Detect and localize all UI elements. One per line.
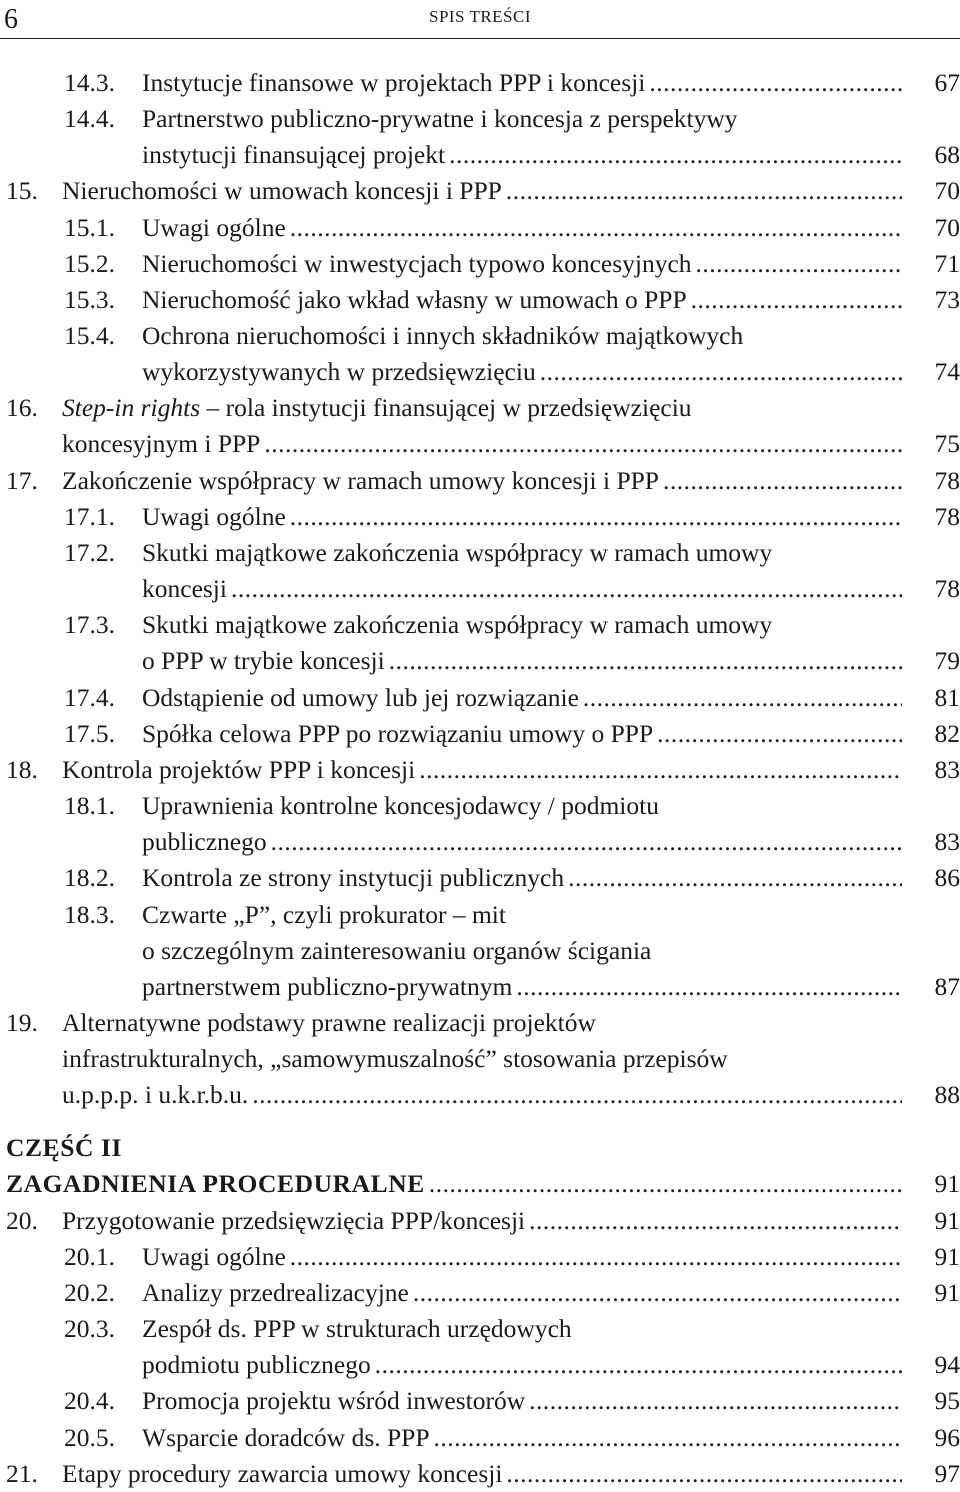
entry-title: Zespół ds. PPP w strukturach urzędowych <box>142 1314 572 1343</box>
toc-entry-19[interactable] <box>6 1005 960 1041</box>
entry-title: Kontrola projektów PPP i koncesji <box>62 755 416 784</box>
toc-entry-19-cont[interactable] <box>62 1041 960 1077</box>
leader-dots <box>536 354 902 390</box>
entry-page: 97 <box>934 1459 960 1488</box>
entry-number: 18.1. <box>64 791 115 820</box>
page-number: 6 <box>4 4 18 35</box>
leader-dots <box>371 1347 902 1383</box>
entry-title: Spółka celowa PPP po rozwiązaniu umowy o PPP <box>142 719 654 748</box>
entry-page: 73 <box>934 285 960 314</box>
leader-dots <box>645 65 902 101</box>
entry-title: Alternatywne podstawy prawne realizacji projektów <box>62 1008 596 1037</box>
entry-number: 14.3. <box>64 68 115 97</box>
entry-page: 91 <box>934 1206 960 1235</box>
toc-entry-14-4[interactable] <box>64 101 960 137</box>
entry-title: ZAGADNIENIA PROCEDURALNE <box>6 1169 425 1198</box>
entry-number: 19. <box>6 1008 38 1037</box>
entry-page: 81 <box>934 683 960 712</box>
entry-title-italic: Step-in rights <box>62 393 201 422</box>
toc-entry-20[interactable] <box>6 1203 960 1239</box>
entry-page: 70 <box>934 176 960 205</box>
entry-page: 82 <box>934 719 960 748</box>
entry-title: Uwagi ogólne <box>142 502 286 531</box>
entry-title: wykorzystywanych w przedsięwzięciu <box>142 357 536 386</box>
toc-entry-17[interactable] <box>6 463 960 499</box>
entry-page: 91 <box>934 1169 960 1198</box>
leader-dots <box>525 1383 902 1419</box>
leader-dots <box>227 571 902 607</box>
entry-number: 18.3. <box>64 900 115 929</box>
entry-title: Kontrola ze strony instytucji publicznych <box>142 863 565 892</box>
entry-number: 20.5. <box>64 1423 115 1452</box>
entry-title: publicznego <box>142 827 267 856</box>
entry-number: 15.3. <box>64 285 115 314</box>
leader-dots <box>502 1456 902 1492</box>
entry-page: 91 <box>934 1278 960 1307</box>
entry-title: podmiotu publicznego <box>142 1350 371 1379</box>
toc-entry-16[interactable] <box>6 390 960 426</box>
entry-number: 17.5. <box>64 719 115 748</box>
entry-title: o szczególnym zainteresowaniu organów ścigania <box>142 936 652 965</box>
header-rule <box>0 38 960 39</box>
entry-page: 78 <box>934 574 960 603</box>
toc-entry-17-1[interactable] <box>64 499 960 535</box>
leader-dots <box>692 246 902 282</box>
toc-entry-18-3-cont[interactable] <box>142 933 960 969</box>
leader-dots <box>659 463 902 499</box>
entry-page: 74 <box>934 357 960 386</box>
toc-entry-17-3[interactable] <box>64 607 960 643</box>
leader-dots <box>425 1166 902 1202</box>
leader-dots <box>286 499 902 535</box>
entry-number: 20.1. <box>64 1242 115 1271</box>
entry-title: partnerstwem publiczno-prywatnym <box>142 972 513 1001</box>
entry-page: 79 <box>934 646 960 675</box>
entry-number: 20.3. <box>64 1314 115 1343</box>
entry-number: 15.2. <box>64 249 115 278</box>
entry-number: 20.4. <box>64 1386 115 1415</box>
entry-number: 18. <box>6 755 38 784</box>
entry-title <box>62 390 692 426</box>
toc-entry-17-3-cont[interactable] <box>142 643 960 679</box>
toc-entry-20-3-cont[interactable] <box>142 1347 960 1383</box>
toc-entry-15[interactable] <box>6 173 960 209</box>
toc-entry-17-4[interactable] <box>64 680 960 716</box>
leader-dots <box>267 824 902 860</box>
entry-title: instytucji finansującej projekt <box>142 140 446 169</box>
toc-entry-18-1-cont[interactable] <box>142 824 960 860</box>
entry-title: Instytucje finansowe w projektach PPP i koncesji <box>142 68 646 97</box>
leader-dots <box>430 1420 902 1456</box>
entry-number: 15. <box>6 176 38 205</box>
entry-page: 68 <box>934 140 960 169</box>
toc-entry-15-1[interactable] <box>64 210 960 246</box>
entry-number: 17.2. <box>64 538 115 567</box>
entry-page: 83 <box>934 827 960 856</box>
entry-title: Etapy procedury zawarcia umowy koncesji <box>62 1459 503 1488</box>
entry-title: o PPP w trybie koncesji <box>142 646 385 675</box>
entry-title: Analizy przedrealizacyjne <box>142 1278 409 1307</box>
entry-page: 70 <box>934 213 960 242</box>
entry-page: 75 <box>934 429 960 458</box>
entry-number: 20. <box>6 1206 38 1235</box>
entry-page: 91 <box>934 1242 960 1271</box>
toc-entry-18[interactable] <box>6 752 960 788</box>
leader-dots <box>502 173 902 209</box>
toc-entry-19-cont[interactable] <box>62 1077 960 1113</box>
entry-number: 15.4. <box>64 321 115 350</box>
entry-title: Uwagi ogólne <box>142 1242 286 1271</box>
entry-page: 78 <box>934 502 960 531</box>
entry-title: Czwarte „P”, czyli prokurator – mit <box>142 900 506 929</box>
entry-number: 16. <box>6 393 38 422</box>
toc-entry-17-5[interactable] <box>64 716 960 752</box>
leader-dots <box>248 1077 902 1113</box>
toc-entry-15-2[interactable] <box>64 246 960 282</box>
entry-title: Uwagi ogólne <box>142 213 286 242</box>
entry-page: 96 <box>934 1423 960 1452</box>
entry-title: Skutki majątkowe zakończenia współpracy w ramach umowy <box>142 538 773 567</box>
entry-title-rest: – rola instytucji finansującej w przedsięwzięciu <box>200 393 692 422</box>
entry-page: 94 <box>934 1350 960 1379</box>
leader-dots <box>286 1239 902 1275</box>
entry-title: Przygotowanie przedsięwzięcia PPP/koncesji <box>62 1206 526 1235</box>
entry-title: Odstąpienie od umowy lub jej rozwiązanie <box>142 683 579 712</box>
entry-number: 18.2. <box>64 863 115 892</box>
leader-dots <box>445 137 902 173</box>
entry-title: Promocja projektu wśród inwestorów <box>142 1386 526 1415</box>
leader-dots <box>512 969 902 1005</box>
entry-title: u.p.p.p. i u.k.r.b.u. <box>62 1080 249 1109</box>
entry-page: 71 <box>934 249 960 278</box>
leader-dots <box>286 210 902 246</box>
entry-page: 95 <box>934 1386 960 1415</box>
entry-number: 15.1. <box>64 213 115 242</box>
entry-title: infrastrukturalnych, „samowymuszalność” stosowania przepisów <box>62 1044 728 1073</box>
entry-number: 17.1. <box>64 502 115 531</box>
entry-page: 83 <box>934 755 960 784</box>
running-header: SPIS TREŚCI <box>428 7 532 26</box>
toc-entry-15-3[interactable] <box>64 282 960 318</box>
entry-title: Nieruchomość jako wkład własny w umowach o PPP <box>142 285 687 314</box>
toc-entry-21[interactable] <box>6 1456 960 1492</box>
toc-entry-18-3-cont[interactable] <box>142 969 960 1005</box>
entry-number: 17.3. <box>64 610 115 639</box>
toc-entry-16-cont[interactable] <box>62 426 960 462</box>
toc-entry-15-4-cont[interactable] <box>142 354 960 390</box>
entry-page: 86 <box>934 863 960 892</box>
leader-dots <box>260 426 902 462</box>
toc-entry-20-5[interactable] <box>64 1420 960 1456</box>
leader-dots <box>385 643 902 679</box>
leader-dots <box>415 752 902 788</box>
entry-title: koncesji <box>142 574 227 603</box>
leader-dots <box>653 716 902 752</box>
entry-title: Partnerstwo publiczno-prywatne i koncesja z perspektywy <box>142 104 738 133</box>
toc-entry-20-1[interactable] <box>64 1239 960 1275</box>
toc-entry-18-1[interactable] <box>64 788 960 824</box>
entry-title: koncesyjnym i PPP <box>62 429 261 458</box>
entry-title: Wsparcie doradców ds. PPP <box>142 1423 430 1452</box>
leader-dots <box>564 860 902 896</box>
toc-entry-15-4[interactable] <box>64 318 960 354</box>
entry-page: 78 <box>934 466 960 495</box>
entry-title: Uprawnienia kontrolne koncesjodawcy / podmiotu <box>142 791 659 820</box>
entry-title: Nieruchomości w inwestycjach typowo koncesyjnych <box>142 249 692 278</box>
leader-dots <box>409 1275 902 1311</box>
entry-page: 67 <box>934 68 960 97</box>
entry-title: Nieruchomości w umowach koncesji i PPP <box>62 176 502 205</box>
toc-entry-14-4-cont[interactable] <box>142 137 960 173</box>
toc-entry-18-3[interactable] <box>64 897 960 933</box>
entry-number: 14.4. <box>64 104 115 133</box>
leader-dots <box>579 680 902 716</box>
toc-entry-part-2[interactable] <box>6 1166 960 1202</box>
leader-dots <box>687 282 902 318</box>
toc-entry-20-3[interactable] <box>64 1311 960 1347</box>
entry-number: 17. <box>6 466 38 495</box>
entry-title: Skutki majątkowe zakończenia współpracy w ramach umowy <box>142 610 773 639</box>
entry-title: Ochrona nieruchomości i innych składników majątkowych <box>142 321 744 350</box>
part-label: CZĘŚĆ II <box>6 1133 123 1162</box>
toc-entry-20-2[interactable] <box>64 1275 960 1311</box>
entry-page: 87 <box>934 972 960 1001</box>
entry-number: 21. <box>6 1459 38 1488</box>
entry-page: 88 <box>934 1080 960 1109</box>
entry-number: 17.4. <box>64 683 115 712</box>
toc-entry-18-2[interactable] <box>64 860 960 896</box>
entry-title: Zakończenie współpracy w ramach umowy koncesji i PPP <box>62 466 659 495</box>
toc-entry-17-2[interactable] <box>64 535 960 571</box>
entry-number: 20.2. <box>64 1278 115 1307</box>
toc-entry-17-2-cont[interactable] <box>142 571 960 607</box>
toc-entry-14-3[interactable] <box>64 65 960 101</box>
leader-dots <box>525 1203 902 1239</box>
toc-entry-20-4[interactable] <box>64 1383 960 1419</box>
